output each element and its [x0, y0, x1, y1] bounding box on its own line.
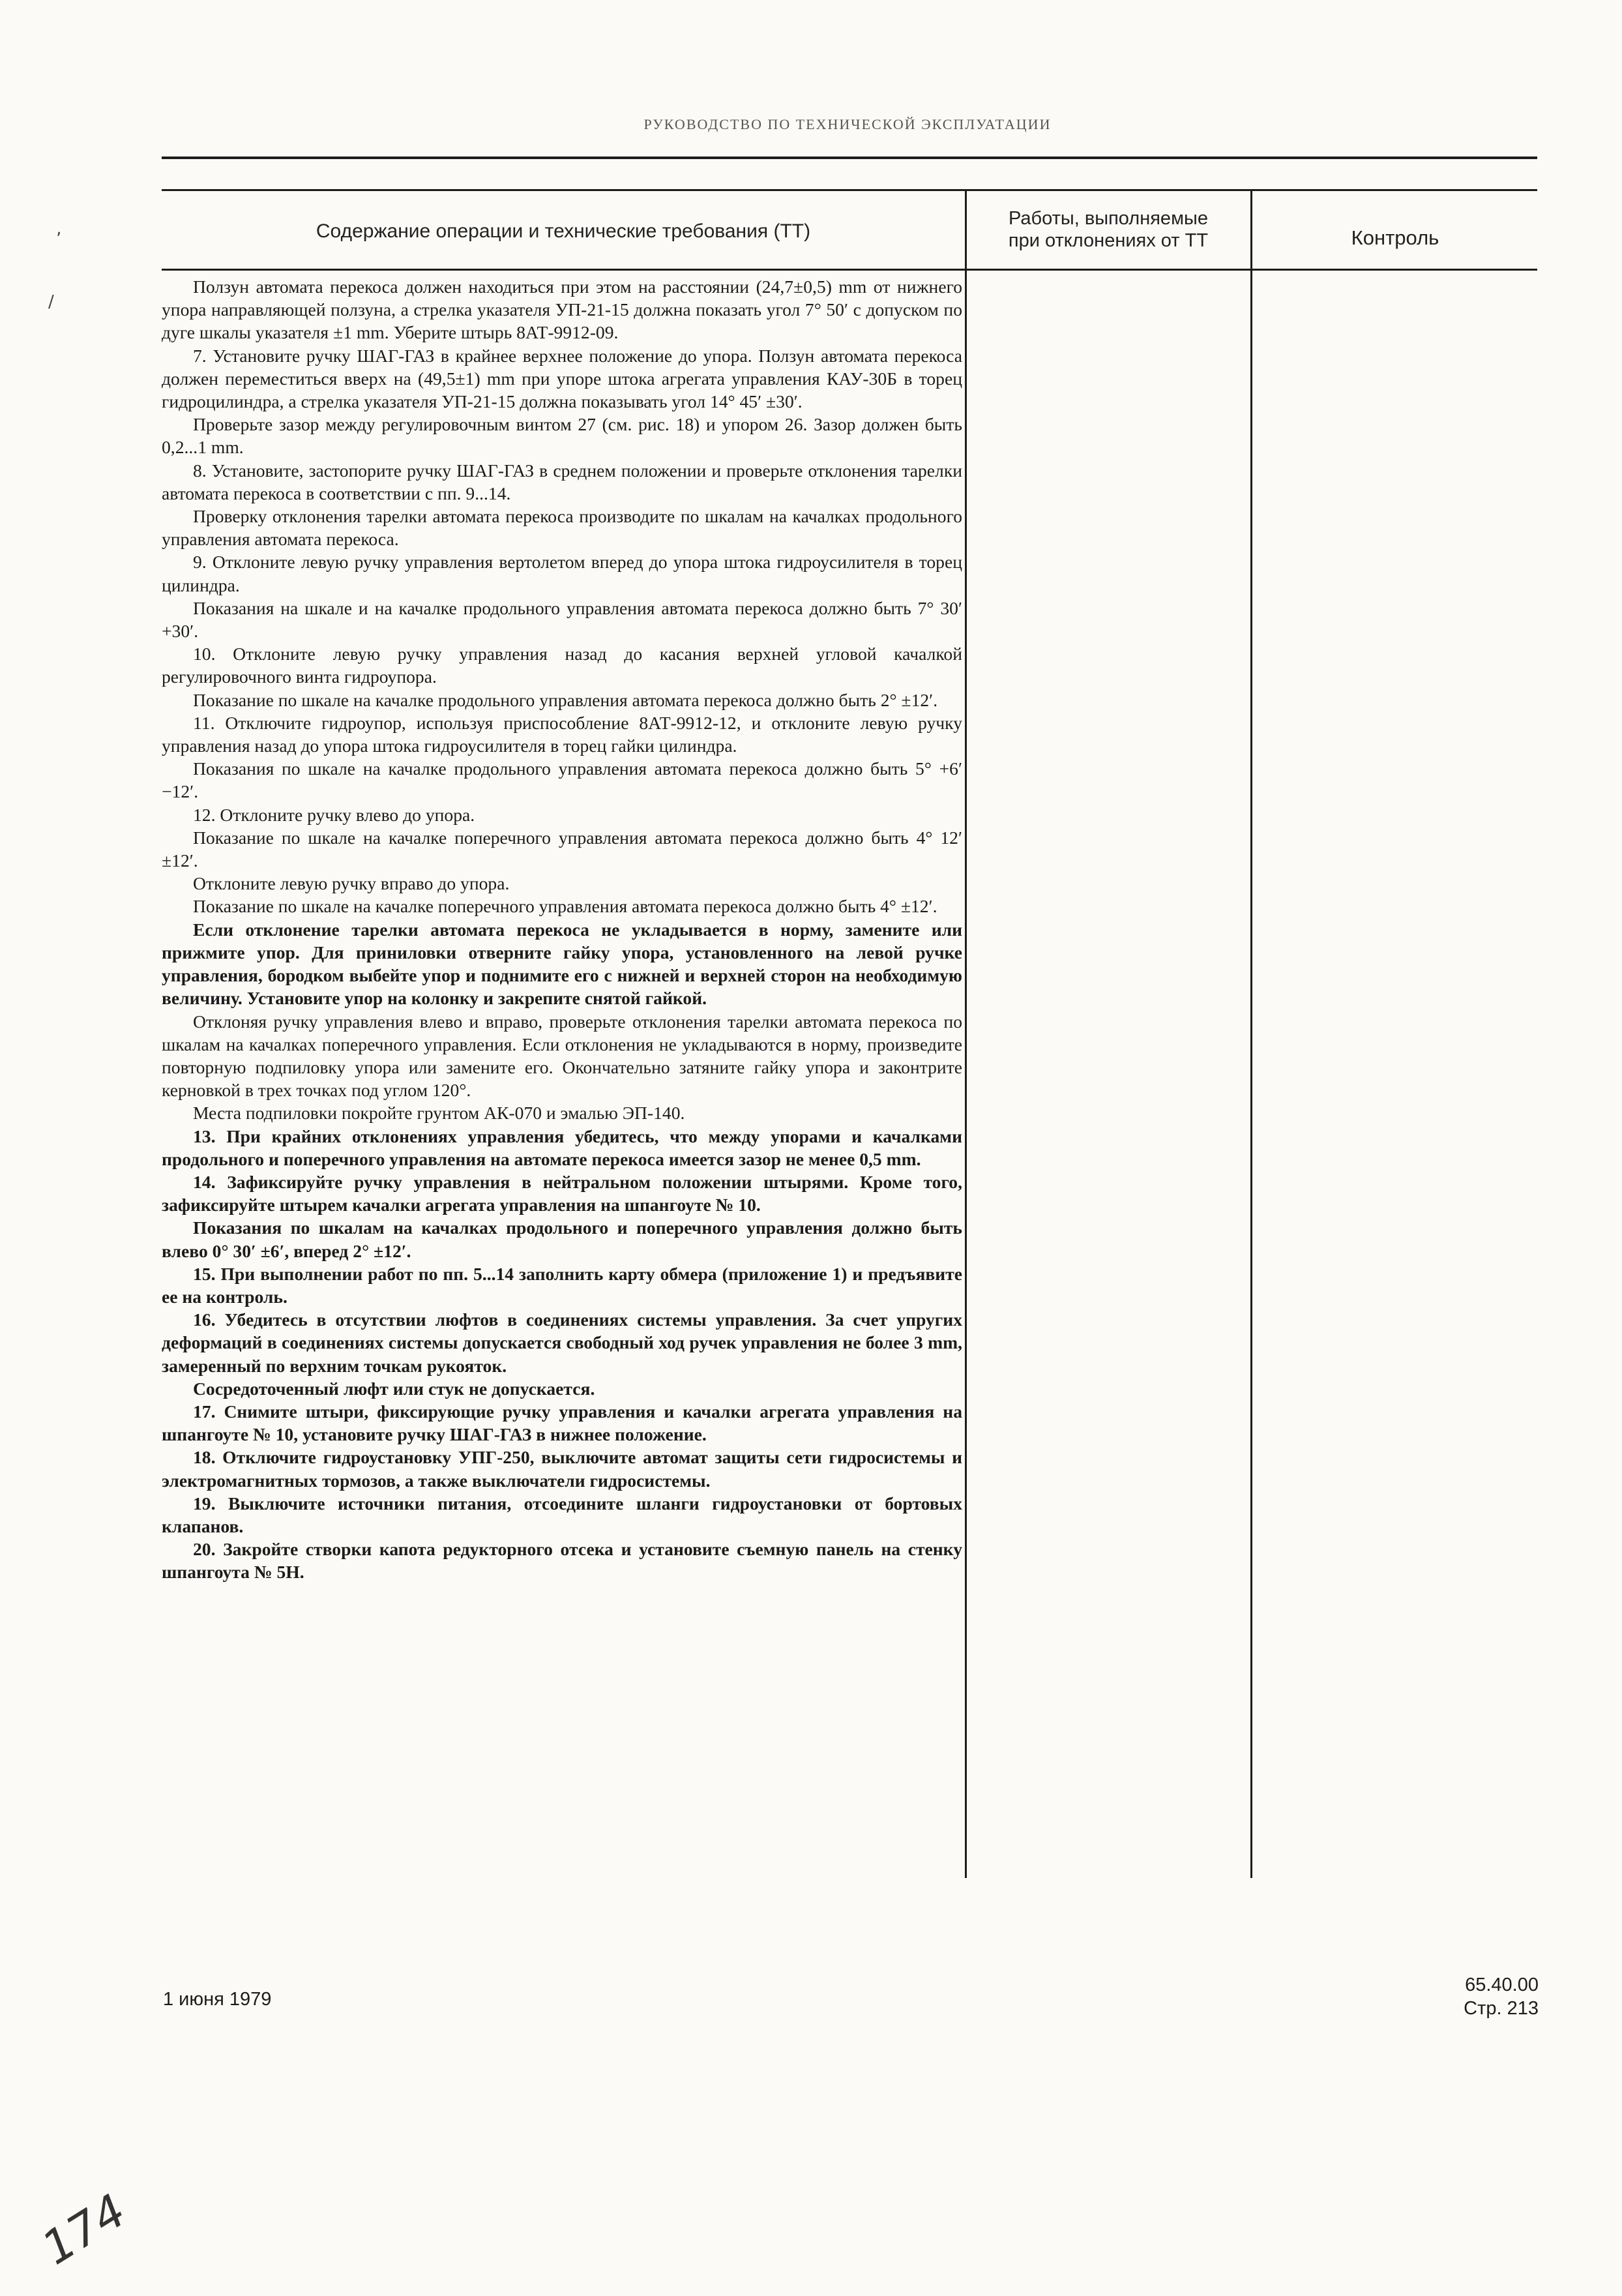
margin-tick-mark: ‚: [56, 219, 62, 239]
paragraph: 7. Установите ручку ШАГ-ГАЗ в крайнее верхнее положение до упора. Ползун автомата перекоса должен переместиться вверх на (49,5±1) mm при упоре штока агрегата управления КАУ-30Б в торец гидроцилиндра, а стрелка указателя УП-21-15 должна показывать угол 14° 45′ ±30′.: [162, 345, 962, 412]
paragraph: Сосредоточенный люфт или стук не допускается.: [193, 1378, 595, 1399]
footer-date: 1 июня 1979: [163, 1989, 272, 2010]
column-header-control: Контроль: [1351, 226, 1439, 249]
paragraph: 17. Снимите штыри, фиксирующие ручку управления и качалки агрегата управления на шпангоуте № 10, установите ручку ШАГ-ГАЗ в нижнее положение.: [162, 1401, 962, 1445]
page-header: РУКОВОДСТВО ПО ТЕХНИЧЕСКОЙ ЭКСПЛУАТАЦИИ: [643, 116, 1052, 132]
table-rule-top: [162, 189, 1537, 191]
paragraph: Показание по шкале на качалке поперечного управления автомата перекоса должно быть 4° 12′ ±12′.: [162, 827, 962, 871]
paragraph: 20. Закройте створки капота редукторного отсека и установите съемную панель на стенку шпангоута № 5Н.: [162, 1539, 962, 1583]
paragraph: 10. Отклоните левую ручку управления назад до касания верхней угловой качалкой регулировочного винта гидроупора.: [162, 644, 962, 687]
paragraph: Отклоните левую ручку вправо до упора.: [193, 873, 510, 894]
column-divider-1: [965, 189, 967, 1878]
paragraph: 12. Отклоните ручку влево до упора.: [193, 804, 475, 825]
page-number: Стр. 213: [1464, 1998, 1539, 2019]
paragraph: 15. При выполнении работ по пп. 5...14 заполнить карту обмера (приложение 1) и предъявите ее на контроль.: [162, 1263, 962, 1307]
paragraph: Места подпиловки покройте грунтом АК-070 и эмалью ЭП-140.: [193, 1103, 685, 1124]
paragraph: 11. Отключите гидроупор, используя приспособление 8АТ-9912-12, и отклоните левую ручку управления назад до упора штока гидроусилителя в торец гайки цилиндра.: [162, 712, 962, 756]
column-header-deviations: [967, 207, 1249, 252]
paragraph: 13. При крайних отклонениях управления убедитесь, что между упорами и качалками продольного и поперечного управления на автомате перекоса имеется зазор не менее 0,5 mm.: [162, 1126, 962, 1169]
paragraph: 8. Установите, застопорите ручку ШАГ-ГАЗ в среднем положении и проверьте отклонения тарелки автомата перекоса в соответствии с пп. 9...14.: [162, 460, 962, 503]
handwritten-page-number: 174: [33, 2183, 136, 2276]
paragraph: Показание по шкале на качалке поперечного управления автомата перекоса должно быть 4° ±12′.: [193, 896, 937, 917]
header-rule-top: [162, 157, 1537, 159]
column-header-content: Содержание операции и технические требования (ТТ): [316, 220, 811, 242]
paragraph: Показания на шкале и на качалке продольного управления автомата перекоса должно быть 7° 30′ +30′.: [162, 597, 962, 642]
paragraph: Показания по шкале на качалке продольного управления автомата перекоса должно быть 5° +6′ −12′.: [162, 758, 962, 802]
table-rule-header-bottom: [162, 269, 1537, 271]
section-number: 65.40.00: [1465, 1975, 1539, 1995]
column-header-deviations-line2: при отклонениях от ТТ: [1008, 230, 1209, 251]
paragraph: 16. Убедитесь в отсутствии люфтов в соединениях системы управления. За счет упругих деформаций в соединениях системы допускается свободный ход ручек управления не более 3 mm, замеренный по верхним точкам рукояток.: [162, 1309, 962, 1376]
column-divider-2: [1250, 189, 1252, 1878]
footer-page-info: [1421, 1973, 1539, 2020]
margin-tick-mark: /: [48, 292, 54, 312]
paragraph: Показания по шкалам на качалках продольного и поперечного управления должно быть влево 0° 30′ ±6′, вперед 2° ±12′.: [162, 1217, 962, 1261]
paragraph: Отклоняя ручку управления влево и вправо, проверьте отклонения тарелки автомата перекоса по шкалам на качалках поперечного управления. Если отклонения не укладываются в норму, произведите повторную подпиловку упора или замените его. Окончательно затяните гайку упора и законтрите керновкой в трех точках под углом 120°.: [162, 1011, 962, 1101]
paragraph: Показание по шкале на качалке продольного управления автомата перекоса должно быть 2° ±12′.: [193, 689, 938, 710]
paragraph: Ползун автомата перекоса должен находиться при этом на расстоянии (24,7±0,5) mm от нижнего упора направляющей ползуна, а стрелка указателя УП-21-15 должна показать угол 7° 50′ с допуском по дуге шкалы указателя ±1 mm. Уберите штырь 8АТ-9912-09.: [162, 276, 962, 343]
operation-text: [162, 275, 962, 1584]
paragraph: 18. Отключите гидроустановку УПГ-250, выключите автомат защиты сети гидросистемы и электромагнитных тормозов, а также выключатели гидросистемы.: [162, 1447, 962, 1491]
paragraph: 9. Отклоните левую ручку управления вертолетом вперед до упора штока гидроусилителя в торец цилиндра.: [162, 552, 962, 595]
column-header-deviations-line1: Работы, выполняемые: [1009, 208, 1208, 229]
paragraph: Если отклонение тарелки автомата перекоса не укладывается в норму, замените или прижмите упор. Для приниловки отверните гайку упора, установленного на левой ручке управления, бородком выбейте упор и поднимите его с нижней и верхней сторон на необходимую величину. Установите упор на колонку и закрепите снятой гайкой.: [162, 919, 962, 1009]
paragraph: 19. Выключите источники питания, отсоедините шланги гидроустановки от бортовых клапанов.: [162, 1493, 962, 1536]
paragraph: Проверьте зазор между регулировочным винтом 27 (см. рис. 18) и упором 26. Зазор должен быть 0,2...1 mm.: [162, 414, 962, 458]
paragraph: Проверку отклонения тарелки автомата перекоса производите по шкалам на качалках продольного управления автомата перекоса.: [162, 506, 962, 550]
paragraph: 14. Зафиксируйте ручку управления в нейтральном положении штырями. Кроме того, зафиксируйте штырем качалки агрегата управления на шпангоуте № 10.: [162, 1171, 962, 1215]
